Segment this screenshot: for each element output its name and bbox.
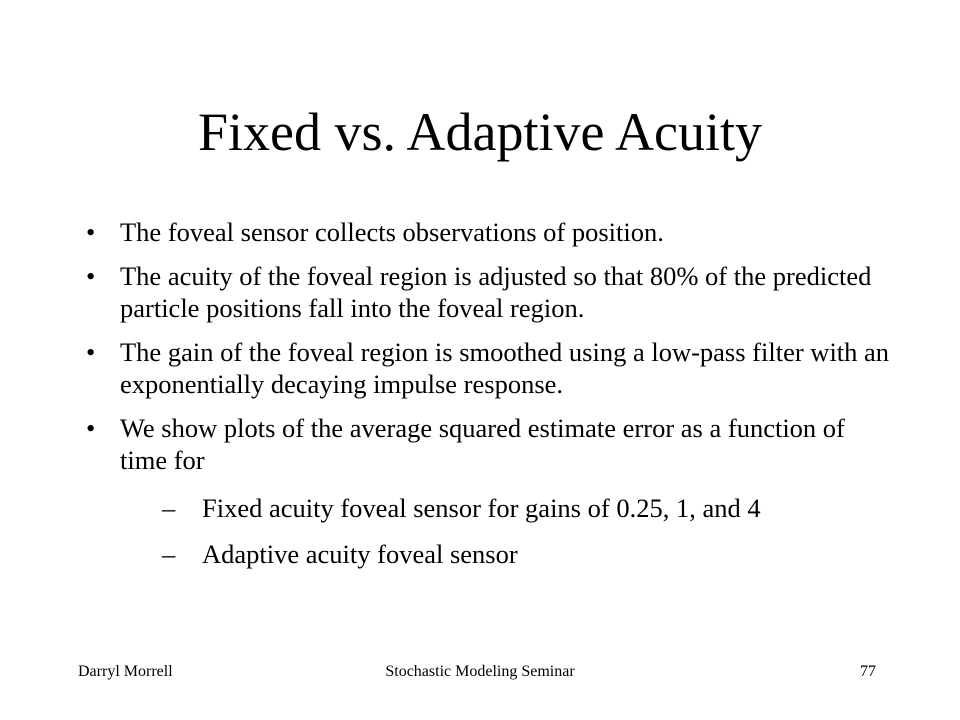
footer-author: Darryl Morrell (78, 663, 173, 680)
bullet-text: The acuity of the foveal region is adjusted so that 80% of the predicted particle positions fall into the foveal region. (120, 261, 872, 323)
bullet-list (86, 216, 896, 584)
bullet-dot-icon: • (86, 217, 96, 247)
slide-title: Fixed vs. Adaptive Acuity (198, 102, 762, 162)
bullet-text: The foveal sensor collects observations of position. (120, 217, 664, 247)
bullet-dot-icon: • (86, 337, 96, 367)
sub-bullet-text: Adaptive acuity foveal sensor (202, 539, 518, 569)
bullet-dot-icon: • (86, 413, 96, 443)
bullet-item (86, 216, 896, 248)
dash-icon: – (162, 493, 176, 523)
bullet-item (86, 336, 896, 400)
sub-bullet-list (120, 492, 896, 570)
bullet-text: The gain of the foveal region is smoothed using a low-pass filter with an exponentially decaying impulse response. (120, 337, 890, 399)
bullet-item (86, 260, 896, 324)
footer-seminar: Stochastic Modeling Seminar (385, 663, 575, 680)
bullet-text: We show plots of the average squared estimate error as a function of time for (120, 413, 845, 475)
bullet-dot-icon: • (86, 261, 96, 291)
sub-bullet-text: Fixed acuity foveal sensor for gains of 0.25, 1, and 4 (202, 493, 761, 523)
dash-icon: – (162, 539, 176, 569)
sub-bullet-item (162, 492, 896, 524)
footer-page-number: 77 (860, 663, 876, 680)
sub-bullet-item (162, 538, 896, 570)
bullet-item (86, 412, 896, 570)
